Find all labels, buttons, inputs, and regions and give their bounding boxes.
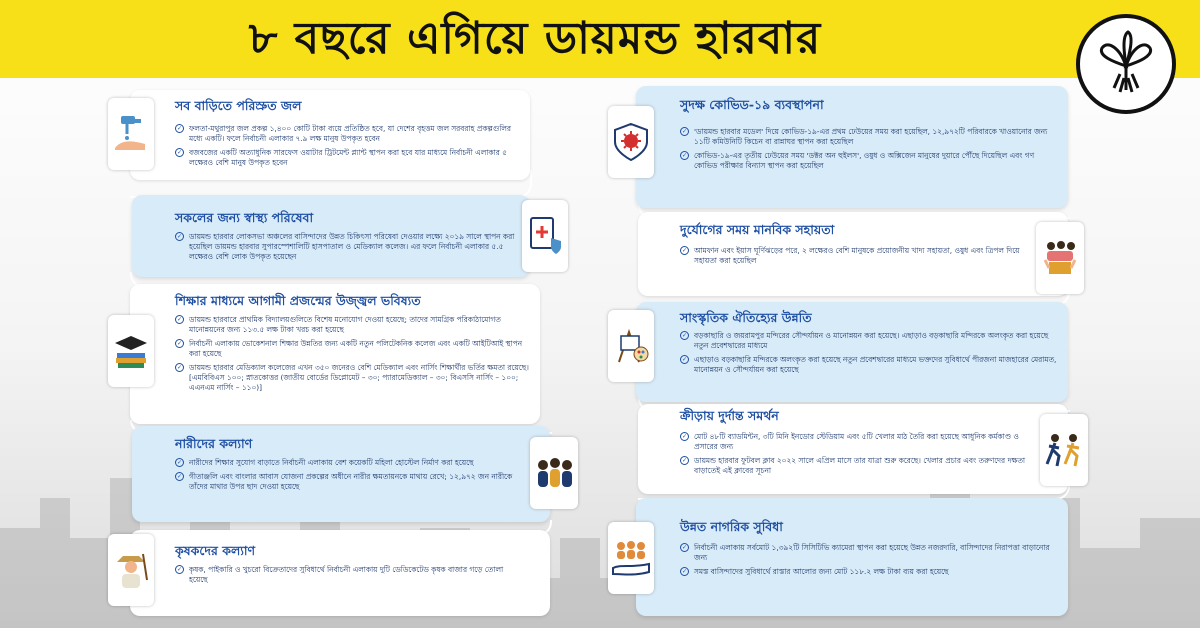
list-item: ✓ নারীদের শিক্ষার সুযোগ বাড়াতে নির্বাচনী এলাকায় বেশ কয়েকটি মহিলা হোস্টেল নির্মাণ করা হয়েছে bbox=[176, 458, 474, 467]
icon-box-health bbox=[522, 200, 568, 272]
check-circle-icon: ✓ bbox=[176, 340, 183, 347]
check-circle-icon: ✓ bbox=[176, 459, 183, 466]
icon-box-farmers bbox=[108, 534, 154, 606]
icon-box-civic bbox=[608, 522, 654, 594]
section-title-disaster: দুর্যোগের সময় মানবিক সহায়তা bbox=[680, 222, 835, 237]
check-circle-icon: ✓ bbox=[681, 568, 688, 575]
list-item: ✓ সমস্ত বাসিন্দাদের সুবিধার্থে রাস্তার আলোর জন্য মোট ১১৮.২ লক্ষ টাকা ব্যয় করা হয়েছে bbox=[681, 567, 949, 576]
health-shield-icon bbox=[525, 216, 565, 256]
section-title-education: শিক্ষার মাধ্যমে আগামী প্রজন্মের উজ্জ্বল ভবিষ্যত bbox=[175, 293, 421, 308]
section-title-health: সকলের জন্য স্বাস্থ্য পরিষেবা bbox=[175, 210, 314, 225]
section-title-water: সব বাড়িতে পরিস্রুত জল bbox=[175, 98, 302, 113]
check-circle-icon: ✓ bbox=[176, 566, 183, 573]
check-circle-icon: ✓ bbox=[176, 473, 183, 480]
bullet-list-civic bbox=[680, 543, 1058, 581]
check-circle-icon: ✓ bbox=[681, 247, 688, 254]
list-item: ✓ কৃষক, পাইকারি ও খুচরো বিক্রেতাদের সুবিধার্থে নির্বাচনী এলাকায় দুটি ডেডিকেটেড কৃষক বাজার গড়ে তোলা হয়েছে bbox=[176, 565, 504, 584]
virus-shield-icon bbox=[611, 122, 651, 162]
women-group-icon bbox=[533, 453, 577, 493]
list-item: ✓ নির্বাচনী এলাকায় সর্বমোট ১,৩৯২টি সিসিটিভি ক্যামেরা স্থাপন করা হয়েছে উন্নত নজরদারি, বাসিন্দাদের নিরাপত্তা বাড়ানোর জন্য bbox=[681, 543, 1050, 562]
bullet-list-farmers bbox=[175, 565, 520, 589]
bullet-list-health bbox=[175, 232, 515, 266]
list-item: ✓ গীতাঞ্জলি এবং বাংলার আবাস যোজনা প্রকল্পের অধীনে নারীর ক্ষমতায়নকে মাথায় রেখে; ১২,৯৭২ জন নারীকে তাঁদের মাথার উপর ছাদ দেওয়া হয়েছে bbox=[176, 472, 513, 491]
list-item: ✓ 'ডায়মন্ড হারবার মডেল' দিয়ে কোভিড-১৯-এর প্রথম ঢেউয়ের সময় করা হয়েছিল, ১২,৯৭২টি পরিবারকে খাওয়ানোর জন্য ১১টি কমিউনিটি কিচেন বা রান্নাঘর স্থাপন করা হয়েছিল bbox=[681, 127, 1048, 146]
bullet-list-disaster bbox=[680, 246, 1020, 270]
water-tap-icon bbox=[111, 114, 151, 154]
relief-aid-icon bbox=[1039, 238, 1081, 278]
culture-art-icon bbox=[611, 326, 651, 366]
section-title-culture: সাংস্কৃতিক ঐতিহ্যের উন্নতি bbox=[680, 310, 812, 325]
section-title-civic: উন্নত নাগরিক সুবিধা bbox=[680, 519, 783, 534]
civic-people-icon bbox=[611, 538, 651, 578]
flower-logo-icon bbox=[1080, 18, 1172, 110]
header-banner bbox=[0, 0, 1200, 78]
farmer-icon bbox=[111, 550, 151, 590]
check-circle-icon: ✓ bbox=[681, 152, 688, 159]
check-circle-icon: ✓ bbox=[176, 149, 183, 156]
check-circle-icon: ✓ bbox=[681, 332, 688, 339]
list-item: ✓ আমফান এবং ইয়াস ঘূর্ণিঝড়ের পরে, ২ লক্ষেরও বেশি মানুষকে প্রয়োজনীয় খাদ্য সহায়তা, ওষুধ এবং ত্রিপল দিয়ে সহায়তা করা হয়েছিল bbox=[681, 246, 1020, 265]
section-title-farmers: কৃষকদের কল্যাণ bbox=[175, 543, 256, 558]
list-item: ✓ বজবজের একটি অত্যাধুনিক সারফেস ওয়াটার ট্রিটমেন্ট প্ল্যান্ট স্থাপন করা হবে যার মাধ্যমে নির্বাচনী এলাকার ৫ লক্ষেরও বেশি মানুষ উপকৃত হবেন bbox=[176, 148, 507, 167]
section-title-covid: সুদক্ষ কোভিড-১৯ ব্যবস্থাপনা bbox=[680, 97, 824, 112]
bullet-list-women bbox=[175, 458, 520, 496]
bullet-list-water bbox=[175, 124, 520, 172]
section-title-sports: ক্রীড়ায় দুর্দান্ত সমর্থন bbox=[680, 408, 779, 423]
list-item: ✓ ডায়মন্ড হারবারে প্রাথমিক বিদ্যালয়গুলিতে বিশেষ মনোযোগ দেওয়া হয়েছে; তাদের সামগ্রিক পরিকাঠামোগত মানোন্নয়নের জন্য ১১৩.৫ লক্ষ টাকা খরচ করা হয়েছে bbox=[176, 315, 501, 334]
list-item: ✓ ফলতা-মথুরাপুর জল প্রকল্প ১,৪০০ কোটি টাকা ব্যয়ে প্রতিষ্ঠিত হবে, যা দেশের বৃহত্তম জল সরবরাহ প্রকল্পগুলির মধ্যে একটি। ফলে নির্বাচনী এলাকার ৭.৯ লক্ষ মানুষ উপকৃত হবেন bbox=[176, 124, 512, 143]
list-item: ✓ কোভিড-১৯-এর তৃতীয় ঢেউয়ের সময় 'ডক্টর অন হুইলস', ওষুধ ও অক্সিজেন মানুষের দুয়ারে পৌঁছে দিয়েছিল এবং গণ কোভিড পরীক্ষার বিন্যাস স্থাপন করা হয়েছিল bbox=[681, 151, 1035, 170]
bullet-list-culture bbox=[680, 331, 1058, 379]
check-circle-icon: ✓ bbox=[681, 457, 688, 464]
check-circle-icon: ✓ bbox=[176, 364, 183, 371]
check-circle-icon: ✓ bbox=[176, 125, 183, 132]
bullet-list-sports bbox=[680, 432, 1038, 480]
list-item: ✓ এছাড়াও বড়কাছারি মন্দিরকে অলংকৃত করা হয়েছে নতুন প্রবেশদ্বারের মাধ্যমে ভক্তদের সুবিধার্থে পীরজনা মাজহারের মেরামত, মানোন্নয়ন ও সৌন্দর্যায়ন করা হয়েছে bbox=[681, 355, 1057, 374]
check-circle-icon: ✓ bbox=[681, 544, 688, 551]
list-item: ✓ ডায়মন্ড হারবার লোকসভা অঞ্চলের বাসিন্দাদের উন্নত চিকিৎসা পরিষেবা দেওয়ার লক্ষ্যে ২০১৯ সালে স্থাপন করা হয়েছিল ডায়মন্ড হারবার সুপারস্পেশালিটি হাসপাতাল ও মেডিক্যাল কলেজ। এর ফলে নির্বাচনী এলাকার ৫.৫ লক্ষেরও বেশি লোক উপকৃত হয়েছেন bbox=[176, 232, 515, 261]
list-item: ✓ বড়কাছারি ও জয়রামপুর মন্দিরের সৌন্দর্যায়ন ও মানোন্নয়ন করা হয়েছে। এছাড়াও বড়কাছারি মন্দিরকে অলংকৃত করা হয়েছে নতুন প্রবেশদ্বারের মাধ্যমে bbox=[681, 331, 1049, 350]
bullet-list-education bbox=[175, 315, 530, 397]
check-circle-icon: ✓ bbox=[681, 128, 688, 135]
check-circle-icon: ✓ bbox=[681, 433, 688, 440]
section-title-women: নারীদের কল্যাণ bbox=[175, 436, 253, 451]
icon-box-disaster bbox=[1036, 222, 1084, 294]
icon-box-covid bbox=[608, 106, 654, 178]
page-title: ৮ বছরে এগিয়ে ডায়মন্ড হারবার bbox=[248, 13, 822, 64]
check-circle-icon: ✓ bbox=[176, 316, 183, 323]
check-circle-icon: ✓ bbox=[681, 356, 688, 363]
check-circle-icon: ✓ bbox=[176, 233, 183, 240]
icon-box-culture bbox=[608, 310, 654, 382]
list-item: ✓ ডায়মন্ড হারবার মেডিক্যাল কলেজের এখন ৩৫০ জনেরও বেশি মেডিক্যাল এবং নার্সিং শিক্ষার্থীর ভর্তির ক্ষমতা রয়েছে। [এমবিবিএস ১০০; স্নাতকোত্তর (জাতীয় বোর্ডের ডিপ্লোমেট – ৩০; প্যারামেডিক্যাল – ৩০; বিএসসি নার্সিং – ১০০; এএনএম নার্সিং – ১১০)] bbox=[176, 363, 529, 392]
bullet-list-covid bbox=[680, 127, 1058, 175]
education-books-icon bbox=[111, 331, 151, 371]
party-logo bbox=[1076, 14, 1176, 114]
icon-box-sports bbox=[1040, 414, 1088, 486]
sports-runners-icon bbox=[1043, 430, 1085, 470]
list-item: ✓ মোট ৪৮টি ব্যাডমিন্টন, ৩টি মিনি ইনডোর স্টেডিয়াম এবং ৫টি খেলার মাঠ তৈরি করা হয়েছে আধুনিক কর্মকাণ্ড ও প্রসারের জন্য bbox=[681, 432, 1019, 451]
icon-box-women bbox=[530, 437, 578, 509]
icon-box-education bbox=[108, 315, 154, 387]
list-item: ✓ নির্বাচনী এলাকায় ভোকেশনাল শিক্ষার উন্নতির জন্য একটি নতুন পলিটেকনিক কলেজ এবং একটি আইটিআই স্থাপন করা হয়েছে bbox=[176, 339, 522, 358]
list-item: ✓ ডায়মন্ড হারবার ফুটবল ক্লাব ২০২২ সালে এপ্রিল মাসে তার যাত্রা শুরু করেছে। খেলার প্রচার এবং তরুণদের দক্ষতা বাড়াতেই এই ক্লাবের সূচনা bbox=[681, 456, 1026, 475]
icon-box-water bbox=[108, 98, 154, 170]
